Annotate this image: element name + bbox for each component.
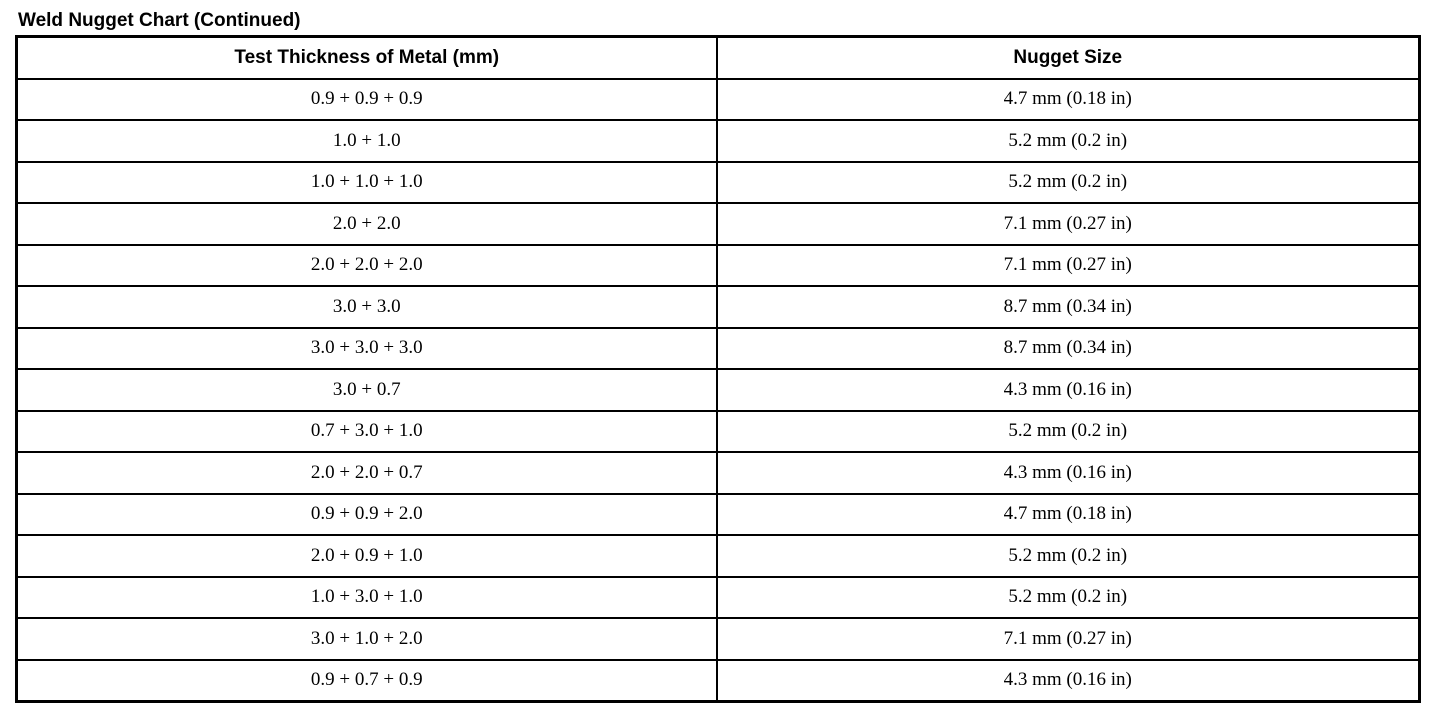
weld-nugget-table [15, 35, 1421, 703]
table-row [17, 328, 1420, 370]
table-row [17, 452, 1420, 494]
table-row [17, 369, 1420, 411]
nugget-size-cell: 5.2 mm (0.2 in) [717, 162, 1420, 204]
nugget-size-cell: 7.1 mm (0.27 in) [717, 203, 1420, 245]
table-row [17, 660, 1420, 702]
nugget-size-cell: 4.7 mm (0.18 in) [717, 494, 1420, 536]
table-header-row [17, 37, 1420, 79]
thickness-cell: 1.0 + 1.0 [17, 120, 717, 162]
table-row [17, 286, 1420, 328]
thickness-cell: 1.0 + 3.0 + 1.0 [17, 577, 717, 619]
nugget-size-cell: 5.2 mm (0.2 in) [717, 411, 1420, 453]
thickness-cell: 2.0 + 2.0 + 0.7 [17, 452, 717, 494]
nugget-size-cell: 7.1 mm (0.27 in) [717, 245, 1420, 287]
thickness-cell: 3.0 + 0.7 [17, 369, 717, 411]
table-row [17, 577, 1420, 619]
chart-title: Weld Nugget Chart (Continued) [18, 10, 301, 31]
table-row [17, 203, 1420, 245]
column-header-nugget-size: Nugget Size [717, 37, 1420, 79]
table-row [17, 494, 1420, 536]
table-row [17, 79, 1420, 121]
thickness-cell: 3.0 + 3.0 [17, 286, 717, 328]
table-row [17, 120, 1420, 162]
thickness-cell: 0.9 + 0.7 + 0.9 [17, 660, 717, 702]
thickness-cell: 2.0 + 0.9 + 1.0 [17, 535, 717, 577]
thickness-cell: 2.0 + 2.0 + 2.0 [17, 245, 717, 287]
nugget-size-cell: 4.3 mm (0.16 in) [717, 369, 1420, 411]
nugget-size-cell: 4.3 mm (0.16 in) [717, 660, 1420, 702]
thickness-cell: 2.0 + 2.0 [17, 203, 717, 245]
thickness-cell: 3.0 + 3.0 + 3.0 [17, 328, 717, 370]
table-row [17, 618, 1420, 660]
table-row [17, 411, 1420, 453]
thickness-cell: 0.9 + 0.9 + 0.9 [17, 79, 717, 121]
thickness-cell: 0.9 + 0.9 + 2.0 [17, 494, 717, 536]
thickness-cell: 3.0 + 1.0 + 2.0 [17, 618, 717, 660]
nugget-size-cell: 4.3 mm (0.16 in) [717, 452, 1420, 494]
nugget-size-cell: 5.2 mm (0.2 in) [717, 577, 1420, 619]
nugget-size-cell: 8.7 mm (0.34 in) [717, 328, 1420, 370]
nugget-size-cell: 4.7 mm (0.18 in) [717, 79, 1420, 121]
column-header-thickness: Test Thickness of Metal (mm) [17, 37, 717, 79]
nugget-size-cell: 7.1 mm (0.27 in) [717, 618, 1420, 660]
thickness-cell: 0.7 + 3.0 + 1.0 [17, 411, 717, 453]
thickness-cell: 1.0 + 1.0 + 1.0 [17, 162, 717, 204]
nugget-size-cell: 5.2 mm (0.2 in) [717, 120, 1420, 162]
table-row [17, 535, 1420, 577]
nugget-size-cell: 5.2 mm (0.2 in) [717, 535, 1420, 577]
table-row [17, 162, 1420, 204]
table-row [17, 245, 1420, 287]
nugget-size-cell: 8.7 mm (0.34 in) [717, 286, 1420, 328]
